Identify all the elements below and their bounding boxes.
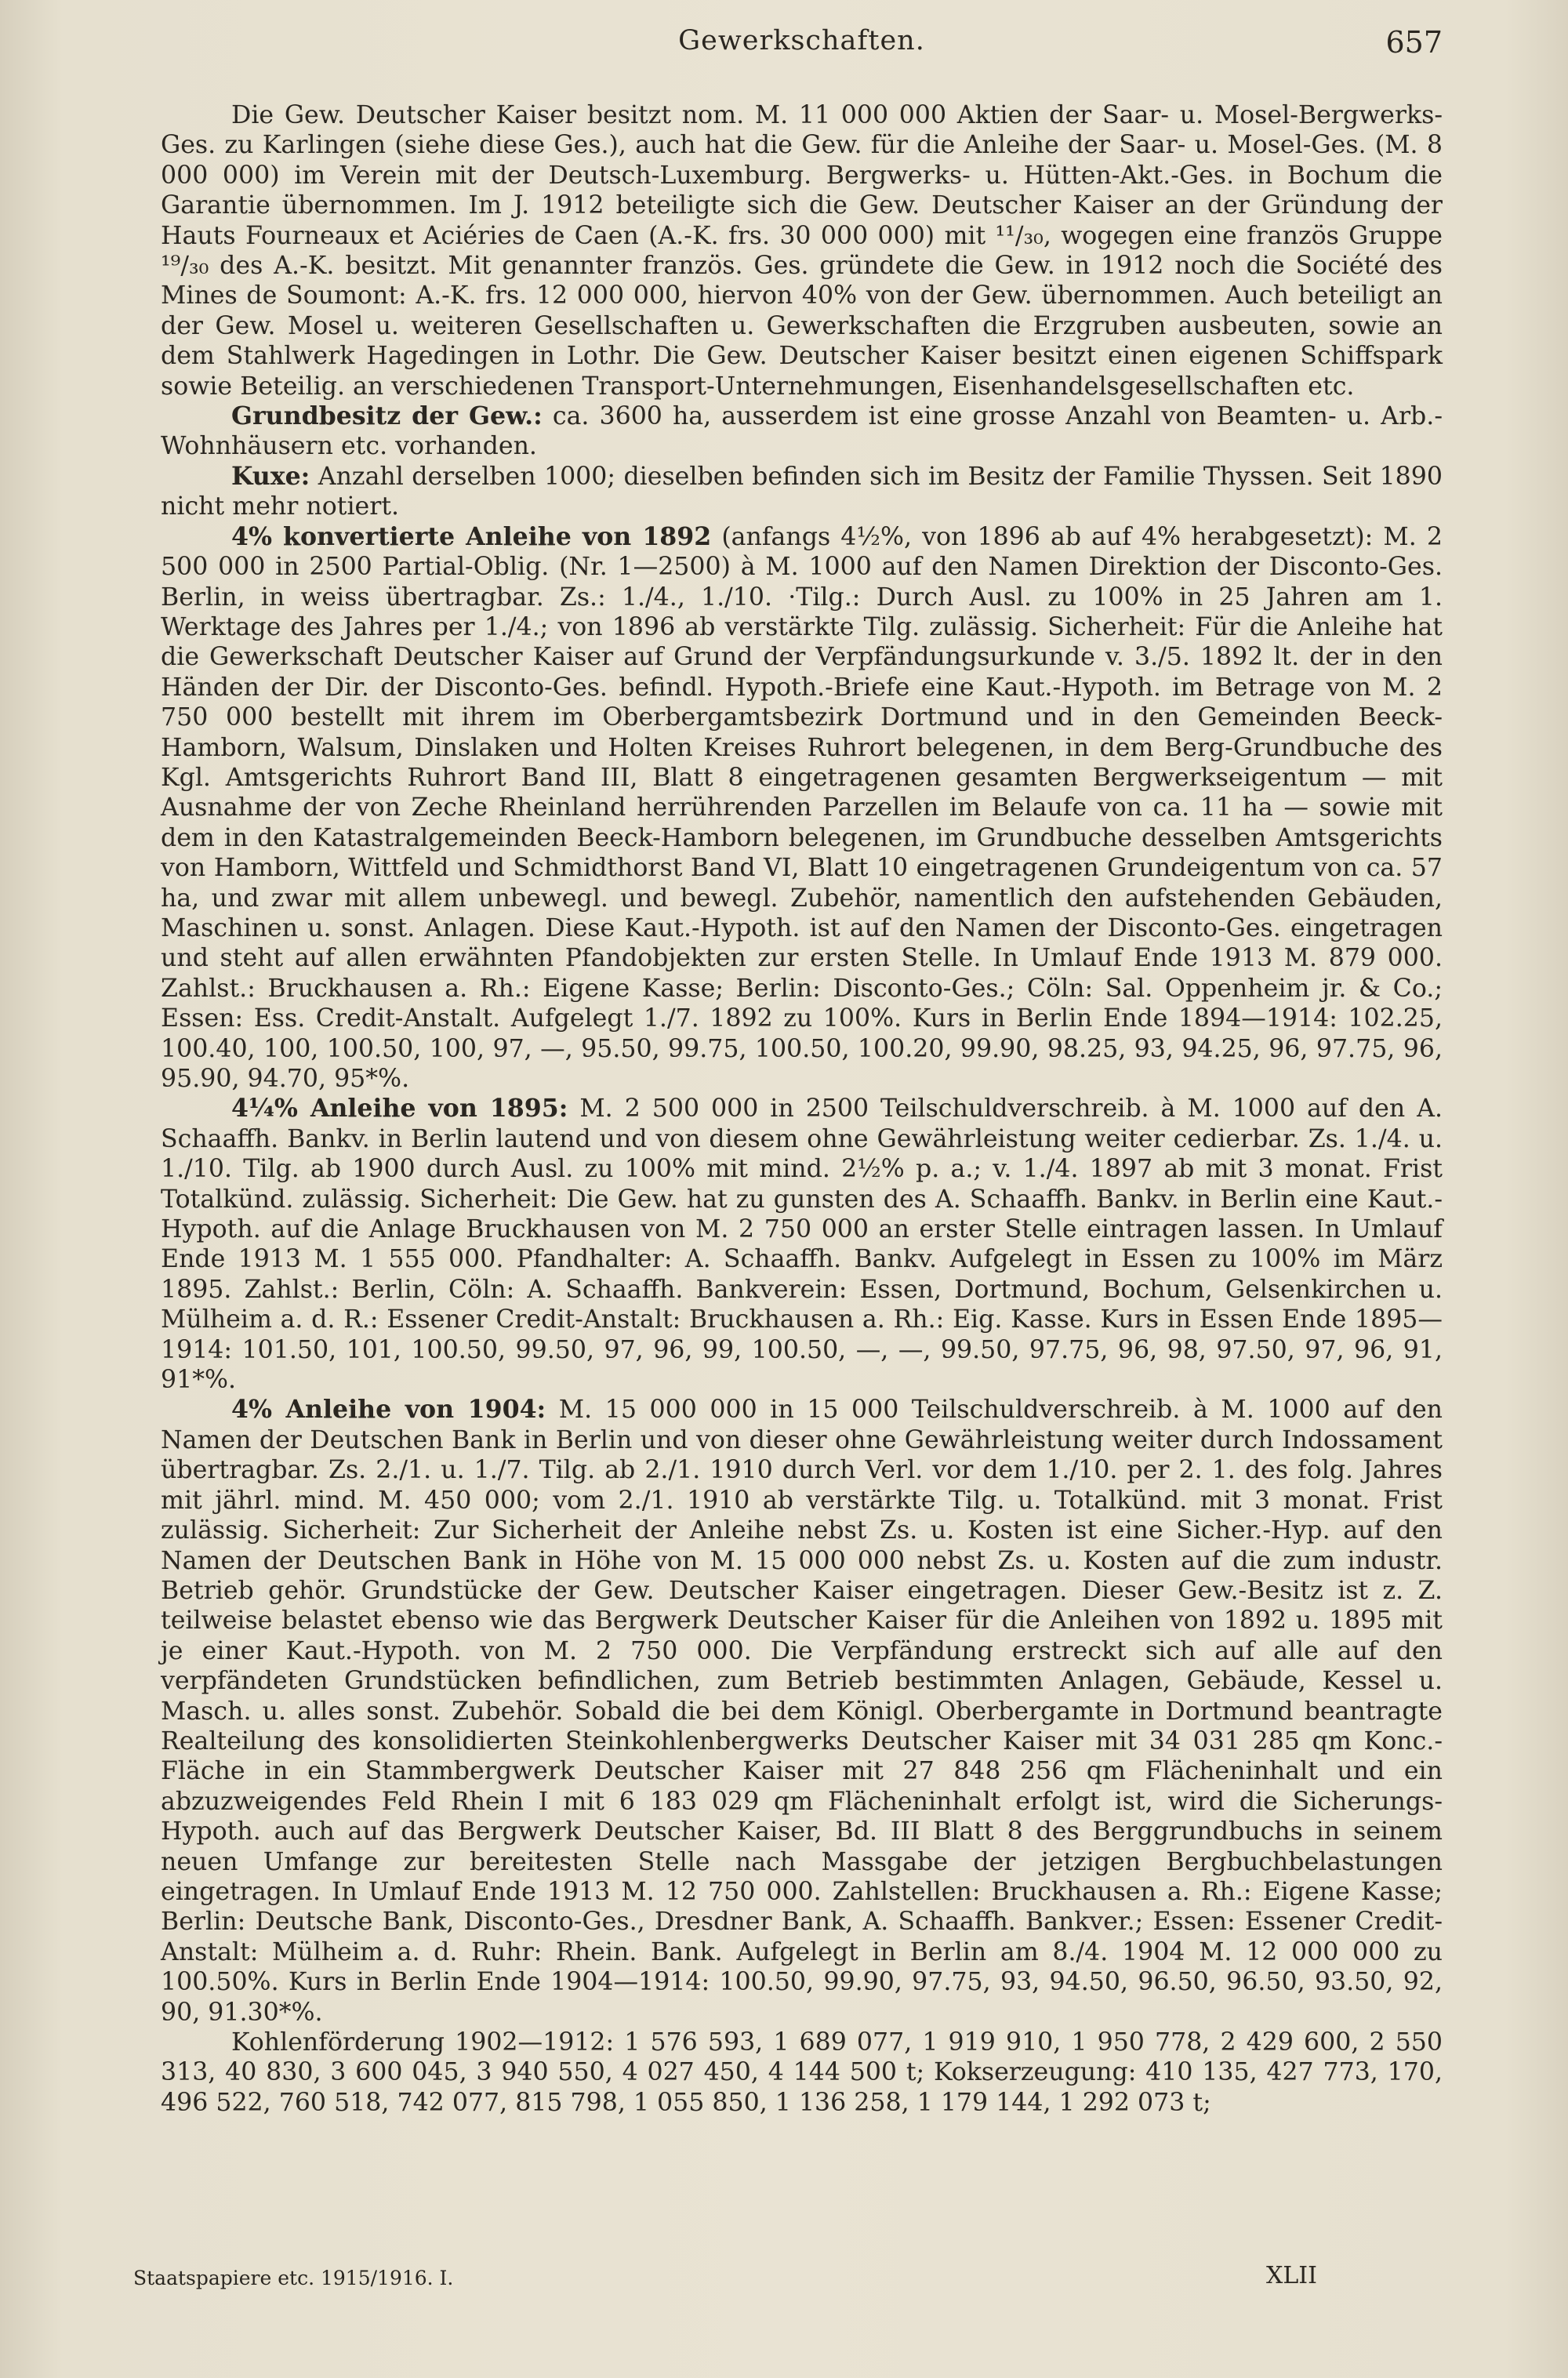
section-heading: 4% konvertierte Anleihe von 1892 [231,521,712,551]
footer-sheet-number: XLII [1266,2262,1317,2289]
paragraph-text: Kohlenförderung 1902—1912: 1 576 593, 1 689 077, 1 919 910, 1 950 778, 2 429 600, 2 550 313, 40 830, 3 600 045, 3 940 550, 4 027 450, 4 144 500 t; Kokserzeugung: 410 135, 427 773, 170, 496 522, 760 518, 742 077, 815 798, 1 055 850, 1 136 258, 1 179 144, 1 292 073 t; [161,2028,1443,2117]
page-footer [133,2262,1443,2293]
section-heading: 4% Anleihe von 1904: [231,1395,546,1425]
paragraph-ownership [161,100,1443,401]
paragraph-text: M. 15 000 000 in 15 000 Teilschuldverschreib. à M. 1000 auf den Namen der Deutschen Bank in Berlin und von dieser ohne Gewährleistung weiter durch Indossament übertragbar. Zs. 2./1. u. 1./7. Tilg. ab 2./1. 1910 durch Verl. vor dem 1./10. per 2. 1. des folg. Jahres mit jährl. mind. M. 450 000; vom 2./1. 1910 ab verstärkte Tilg. u. Totalkünd. mit 3 monat. Frist zulässig. Sicherheit: Zur Sicherheit der Anleihe nebst Zs. u. Kosten ist eine Sicher.-Hyp. auf den Namen der Deutschen Bank in Höhe von M. 15 000 000 nebst Zs. u. Kosten auf die zum industr. Betrieb gehör. Grundstücke der Gew. Deutscher Kaiser eingetragen. Dieser Gew.-Besitz ist z. Z. teilweise belastet ebenso wie das Bergwerk Deutscher Kaiser für die Anleihen von 1892 u. 1895 mit je einer Kaut.-Hypoth. von M. 2 750 000. Die Verpfändung erstreckt sich auf alle auf den verpfändeten Grundstücken befindlichen, zum Betrieb bestimmten Anlagen, Gebäude, Kessel u. Masch. u. alles sonst. Zubehör. Sobald die bei dem Königl. Oberbergamte in Dortmund beantragte Realteilung des konsolidierten Steinkohlenbergwerks Deutscher Kaiser mit 34 031 285 qm Konc.-Fläche in ein Stammbergwerk Deutscher Kaiser mit 27 848 256 qm Flächeninhalt und ein abzuzweigendes Feld Rhein I mit 6 183 029 qm Flächeninhalt erfolgt ist, wird die Sicherungs-Hypoth. auch auf das Bergwerk Deutscher Kaiser, Bd. III Blatt 8 des Berggrundbuchs in seinem neuen Umfange zur bereitesten Stelle nach Massgabe der jetzigen Bergbuchbelastungen eingetragen. In Umlauf Ende 1913 M. 12 750 000. Zahlstellen: Bruckhausen a. Rh.: Eigene Kasse; Berlin: Deutsche Bank, Disconto-Ges., Dresdner Bank, A. Schaaffh. Bankver.; Essen: Essener Credit-Anstalt: Mülheim a. d. Ruhr: Rhein. Bank. Aufgelegt in Berlin am 8./4. 1904 M. 12 000 000 zu 100.50%. Kurs in Berlin Ende 1904—1914: 100.50, 99.90, 97.75, 93, 94.50, 96.50, 96.50, 93.50, 92, 90, 91.30*%. [161,1396,1443,2027]
running-title: Gewerkschaften. [678,25,925,56]
paragraph-kuxe [161,462,1443,522]
paragraph-loan-1892 [161,522,1443,1095]
section-heading: 4¼% Anleihe von 1895: [231,1094,568,1124]
page-header [161,24,1443,63]
footer-signature: Staatspapiere etc. 1915/1916. I. [133,2267,454,2289]
paragraph-text: M. 2 500 000 in 2500 Teilschuldverschreib. à M. 1000 auf den A. Schaaffh. Bankv. in Berlin lautend und von diesem ohne Gewährleistung weiter cedierbar. Zs. 1./4. u. 1./10. Tilg. ab 1900 durch Ausl. zu 100% mit mind. 2½% p. a.; v. 1./4. 1897 ab mit 3 monat. Frist Totalkünd. zulässig. Sicherheit: Die Gew. hat zu gunsten des A. Schaaffh. Bankv. in Berlin eine Kaut.-Hypoth. auf die Anlage Bruckhausen von M. 2 750 000 an erster Stelle eintragen lassen. In Umlauf Ende 1913 M. 1 555 000. Pfandhalter: A. Schaaffh. Bankv. Aufgelegt in Essen zu 100% im März 1895. Zahlst.: Berlin, Cöln: A. Schaaffh. Bankverein: Essen, Dortmund, Bochum, Gelsenkirchen u. Mülheim a. d. R.: Essener Credit-Anstalt: Bruckhausen a. Rh.: Eig. Kasse. Kurs in Essen Ende 1895—1914: 101.50, 101, 100.50, 99.50, 97, 96, 99, 100.50, —, —, 99.50, 97.75, 96, 98, 97.50, 97, 96, 91, 91*%. [161,1095,1443,1395]
page-number: 657 [1385,25,1443,60]
paragraph-text: Die Gew. Deutscher Kaiser besitzt nom. M. 11 000 000 Aktien der Saar- u. Mosel-Bergwerks-Ges. zu Karlingen (siehe diese Ges.), auch hat die Gew. für die Anleihe der Saar- u. Mosel-Ges. (M. 8 000 000) im Verein mit der Deutsch-Luxemburg. Bergwerks- u. Hütten-Akt.-Ges. in Bochum die Garantie übernommen. Im J. 1912 beteiligte sich die Gew. Deutscher Kaiser an der Gründung der Hauts Fourneaux et Aciéries de Caen (A.-K. frs. 30 000 000) mit ¹¹/₃₀, wogegen eine französ Gruppe ¹⁹/₃₀ des A.-K. besitzt. Mit genannter französ. Ges. gründete die Gew. in 1912 noch die Société des Mines de Soumont: A.-K. frs. 12 000 000, hiervon 40% von der Gew. übernommen. Auch beteiligt an der Gew. Mosel u. weiteren Gesellschaften u. Gewerkschaften die Erzgruben ausbeuten, sowie an dem Stahlwerk Hagedingen in Lothr. Die Gew. Deutscher Kaiser besitzt einen eigenen Schiffspark sowie Beteilig. an verschiedenen Transport-Unternehmungen, Eisenhandelsgesellschaften etc. [161,101,1443,401]
paragraph-loan-1904 [161,1395,1443,2028]
paragraph-loan-1895 [161,1094,1443,1395]
paragraph-production [161,2028,1443,2118]
section-heading: Kuxe: [231,461,310,491]
section-heading: Grundbesitz der Gew.: [231,401,543,431]
page-body [161,100,1443,2118]
paragraph-text: (anfangs 4½%, von 1896 ab auf 4% herabgesetzt): M. 2 500 000 in 2500 Partial-Oblig. (Nr. 1—2500) à M. 1000 auf den Namen Direktion der Disconto-Ges. Berlin, in weiss übertragbar. Zs.: 1./4., 1./10. ·Tilg.: Durch Ausl. zu 100% in 25 Jahren am 1. Werktage des Jahres per 1./4.; von 1896 ab verstärkte Tilg. zulässig. Sicherheit: Für die Anleihe hat die Gewerkschaft Deutscher Kaiser auf Grund der Verpfändungsurkunde v. 3./5. 1892 lt. der in den Händen der Dir. der Disconto-Ges. befindl. Hypoth.-Briefe eine Kaut.-Hypoth. im Betrage von M. 2 750 000 bestellt mit ihrem im Oberbergamtsbezirk Dortmund und in den Gemeinden Beeck-Hamborn, Walsum, Dinslaken und Holten Kreises Ruhrort belegenen, in dem Berg-Grundbuche des Kgl. Amtsgerichts Ruhrort Band III, Blatt 8 eingetragenen gesamten Bergwerkseigentum — mit Ausnahme der von Zeche Rheinland herrührenden Parzellen im Belaufe von ca. 11 ha — sowie mit dem in den Katastralgemeinden Beeck-Hamborn belegenen, im Grundbuche desselben Amtsgerichts von Hamborn, Wittfeld und Schmidthorst Band VI, Blatt 10 eingetragenen Grundeigentum von ca. 57 ha, und zwar mit allem unbewegl. und bewegl. Zubehör, namentlich den aufstehenden Gebäuden, Maschinen u. sonst. Anlagen. Diese Kaut.-Hypoth. ist auf den Namen der Disconto-Ges. eingetragen und steht auf allen erwähnten Pfandobjekten zur ersten Stelle. In Umlauf Ende 1913 M. 879 000. Zahlst.: Bruckhausen a. Rh.: Eigene Kasse; Berlin: Disconto-Ges.; Cöln: Sal. Oppenheim jr. & Co.; Essen: Ess. Credit-Anstalt. Aufgelegt 1./7. 1892 zu 100%. Kurs in Berlin Ende 1894—1914: 102.25, 100.40, 100, 100.50, 100, 97, —, 95.50, 99.75, 100.50, 100.20, 99.90, 98.25, 93, 94.25, 96, 97.75, 96, 95.90, 94.70, 95*%. [161,522,1443,1093]
paragraph-land-holdings [161,401,1443,462]
paragraph-text: ca. 3600 ha, ausserdem ist eine grosse Anzahl von Beamten- u. Arb.-Wohnhäusern etc. vorhanden. [161,402,1443,461]
paragraph-text: Anzahl derselben 1000; dieselben befinden sich im Besitz der Familie Thyssen. Seit 1890 nicht mehr notiert. [161,462,1443,521]
